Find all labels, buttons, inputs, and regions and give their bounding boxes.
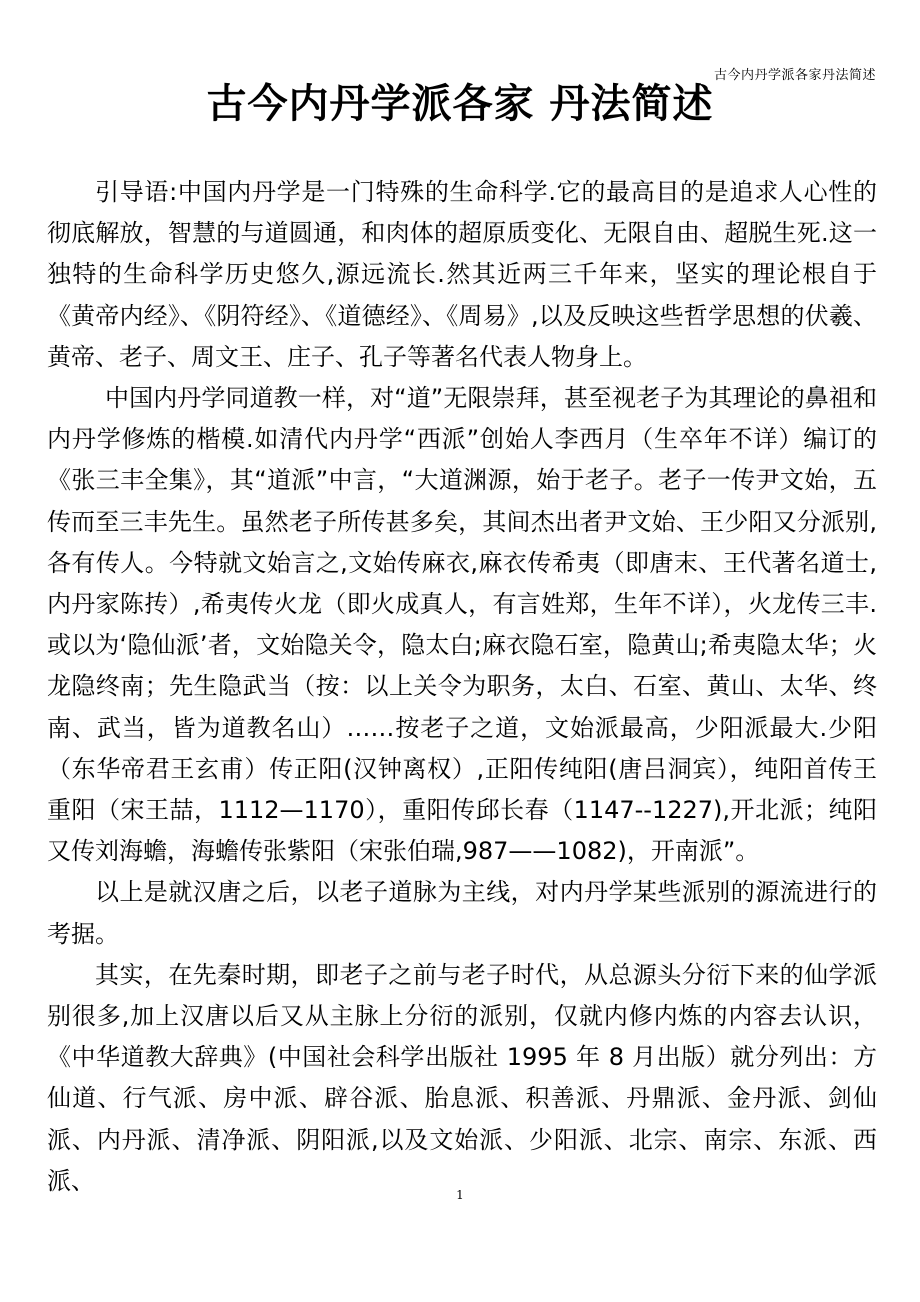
paragraph-intro: 引导语:中国内丹学是一门特殊的生命科学.它的最高目的是追求人心性的彻底解放，智慧的与道圆通，和肉体的超原质变化、无限自由、超脱生死.这一独特的生命科学历史悠久,源远流长.然其近两三千年来，坚实的理论根自于《黄帝内经》、《阴符经》、《道德经》、《周易》,以及反映这些哲学思想的伏羲、黄帝、老子、周文王、庄子、孔子等著名代表人物身上。 — [47, 178, 877, 371]
document-body — [47, 172, 877, 1202]
page-number: 1 — [456, 1188, 464, 1202]
paragraph-lineage: 中国内丹学同道教一样，对“道”无限崇拜，甚至视老子为其理论的鼻祖和内丹学修炼的楷模.如清代内丹学“西派”创始人李西月（生卒年不详）编订的《张三丰全集》，其“道派”中言，“大道渊源，始于老子。老子一传尹文始，五传而至三丰先生。虽然老子所传甚多矣，其间杰出者尹文始、王少阳又分派别,各有传人。今特就文始言之,文始传麻衣,麻衣传希夷（即唐末、王代著名道士,内丹家陈抟）,希夷传火龙（即火成真人，有言姓郑，生年不详），火龙传三丰.或以为‘隐仙派’者，文始隐关令，隐太白;麻衣隐石室，隐黄山;希夷隐太华；火龙隐终南；先生隐武当（按：以上关令为职务，太白、石室、黄山、太华、终南、武当，皆为道教名山）……按老子之道，文始派最高，少阳派最大.少阳（东华帝君王玄甫）传正阳(汉钟离权）,正阳传纯阳(唐吕洞宾），纯阳首传王重阳（宋王喆，1112—1170），重阳传邱长春（1147--1227),开北派；纯阳又传刘海蟾，海蟾传张紫阳（宋张伯瑞,987——1082)，开南派”。 — [47, 384, 877, 866]
document-title: 古今内丹学派各家 丹法简述 — [206, 81, 714, 127]
paragraph-summary: 以上是就汉唐之后，以老子道脉为主线，对内丹学某些派别的源流进行的考据。 — [47, 878, 877, 948]
paragraph-schools: 其实，在先秦时期，即老子之前与老子时代，从总源头分衍下来的仙学派别很多,加上汉唐以后又从主脉上分衍的派别，仅就内修内炼的内容去认识，《中华道教大辞典》(中国社会科学出版社 1995 年 8 月出版）就分列出：方仙道、行气派、房中派、辟谷派、胎息派、积善派、丹鼎派、金丹派、剑仙派、内丹派、清净派、阴阳派,以及文始派、少阳派、北宗、南宗、东派、西派、 — [47, 960, 877, 1195]
running-header: 古今内丹学派各家丹法简述 — [713, 68, 876, 83]
